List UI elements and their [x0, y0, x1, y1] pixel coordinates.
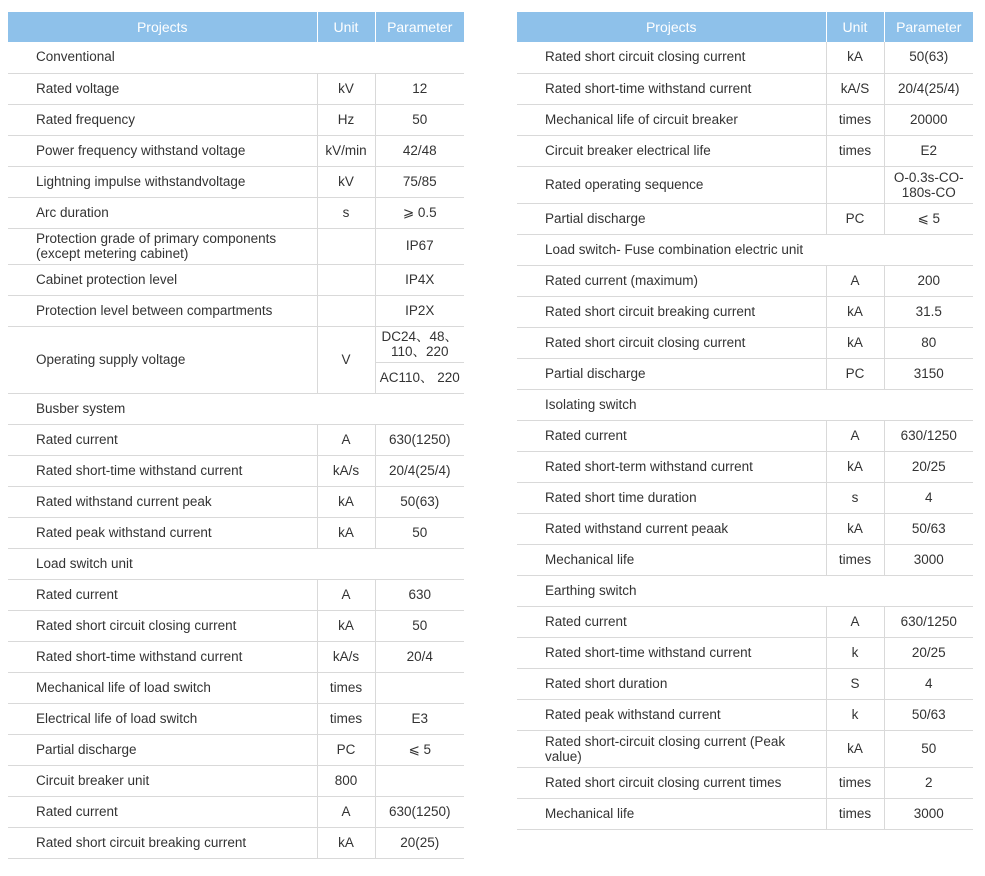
parameter-cell: 42/48 — [375, 135, 464, 166]
table-row — [8, 424, 464, 455]
parameter-cell — [375, 765, 464, 796]
project-cell: Rated voltage — [8, 73, 317, 104]
unit-cell: A — [826, 420, 884, 451]
header-projects: Projects — [8, 12, 317, 42]
table-row — [517, 203, 973, 234]
unit-cell — [317, 264, 375, 295]
table-row — [517, 327, 973, 358]
unit-cell: kA/S — [826, 73, 884, 104]
table-row — [8, 197, 464, 228]
unit-cell: times — [826, 798, 884, 829]
project-cell: Arc duration — [8, 197, 317, 228]
parameter-cell: 12 — [375, 73, 464, 104]
unit-cell: kA — [317, 610, 375, 641]
unit-cell: times — [826, 767, 884, 798]
table-row — [517, 451, 973, 482]
unit-cell: A — [317, 424, 375, 455]
table-row — [517, 482, 973, 513]
unit-cell: k — [826, 699, 884, 730]
parameter-cell: 75/85 — [375, 166, 464, 197]
project-cell: Mechanical life — [517, 798, 826, 829]
parameter-cell: 20/4(25/4) — [375, 455, 464, 486]
unit-cell — [317, 295, 375, 326]
right-spec-table — [517, 12, 973, 830]
unit-cell: kA — [317, 827, 375, 858]
unit-cell: S — [826, 668, 884, 699]
header-parameter: Parameter — [375, 12, 464, 42]
parameter-cell-ac: AC110、 220 — [375, 362, 464, 393]
parameter-cell: IP2X — [375, 295, 464, 326]
parameter-cell: 4 — [884, 482, 973, 513]
unit-cell: kA/s — [317, 455, 375, 486]
table-row — [517, 798, 973, 829]
unit-cell: kA — [826, 296, 884, 327]
table-row — [517, 296, 973, 327]
table-row — [8, 641, 464, 672]
project-cell: Rated withstand current peaak — [517, 513, 826, 544]
unit-cell: kA/s — [317, 641, 375, 672]
project-cell: Mechanical life of load switch — [8, 672, 317, 703]
project-cell: Rated short-time withstand current — [8, 641, 317, 672]
unit-cell: A — [826, 265, 884, 296]
unit-cell: Hz — [317, 104, 375, 135]
table-row — [517, 637, 973, 668]
project-cell: Rated frequency — [8, 104, 317, 135]
parameter-cell: 50 — [884, 730, 973, 767]
project-cell: Rated withstand current peak — [8, 486, 317, 517]
unit-cell: k — [826, 637, 884, 668]
parameter-cell: 3000 — [884, 798, 973, 829]
table-row — [517, 606, 973, 637]
parameter-cell: O-0.3s-CO-180s-CO — [884, 166, 973, 203]
parameter-cell: ⩽ 5 — [375, 734, 464, 765]
unit-cell: kA — [826, 327, 884, 358]
project-cell: Rated short circuit closing current times — [517, 767, 826, 798]
project-cell: Rated short circuit breaking current — [8, 827, 317, 858]
project-cell: Rated short time duration — [517, 482, 826, 513]
unit-cell: V — [317, 326, 375, 393]
section-row — [517, 234, 973, 265]
project-cell: Rated short duration — [517, 668, 826, 699]
unit-cell: s — [317, 197, 375, 228]
parameter-cell: IP67 — [375, 228, 464, 264]
table-row — [8, 104, 464, 135]
project-cell: Rated short circuit breaking current — [517, 296, 826, 327]
section-fuse-combination: Load switch- Fuse combination electric unit — [517, 234, 973, 265]
table-row — [517, 104, 973, 135]
unit-cell: times — [826, 544, 884, 575]
parameter-cell: 3000 — [884, 544, 973, 575]
table-row — [8, 295, 464, 326]
table-row — [517, 668, 973, 699]
project-cell: Rated operating sequence — [517, 166, 826, 203]
table-row — [517, 135, 973, 166]
project-cell: Rated short-time withstand current — [517, 73, 826, 104]
parameter-cell: 50 — [375, 517, 464, 548]
table-row — [8, 672, 464, 703]
parameter-cell: 20(25) — [375, 827, 464, 858]
parameter-cell: 630/1250 — [884, 606, 973, 637]
project-cell: Rated current — [517, 420, 826, 451]
project-cell: Mechanical life of circuit breaker — [517, 104, 826, 135]
parameter-cell: 20000 — [884, 104, 973, 135]
unit-cell: PC — [826, 358, 884, 389]
project-cell: Partial discharge — [517, 358, 826, 389]
parameter-cell: 20/25 — [884, 451, 973, 482]
table-row — [8, 486, 464, 517]
table-row — [517, 73, 973, 104]
section-conventional: Conventional — [8, 42, 464, 73]
table-row — [517, 730, 973, 767]
parameter-cell-dc: DC24、48、110、220 — [375, 326, 464, 362]
project-cell: Rated current — [517, 606, 826, 637]
section-row — [517, 389, 973, 420]
table-row — [8, 326, 464, 362]
project-cell: Circuit breaker electrical life — [517, 135, 826, 166]
project-cell: Lightning impulse withstandvoltage — [8, 166, 317, 197]
table-row — [517, 767, 973, 798]
project-cell: Protection level between compartments — [8, 295, 317, 326]
section-row — [517, 575, 973, 606]
parameter-cell: 50 — [375, 610, 464, 641]
unit-cell: times — [826, 104, 884, 135]
parameter-cell: 630(1250) — [375, 796, 464, 827]
table-row — [517, 42, 973, 73]
unit-cell: kV — [317, 166, 375, 197]
project-cell: Rated current — [8, 579, 317, 610]
unit-cell: A — [317, 579, 375, 610]
project-cell: Cabinet protection level — [8, 264, 317, 295]
project-cell: Power frequency withstand voltage — [8, 135, 317, 166]
project-cell: Rated short-circuit closing current (Peak value) — [517, 730, 826, 767]
table-row — [8, 517, 464, 548]
project-cell: Rated peak withstand current — [8, 517, 317, 548]
unit-cell: times — [317, 672, 375, 703]
parameter-cell: 50/63 — [884, 513, 973, 544]
project-cell: Mechanical life — [517, 544, 826, 575]
unit-cell: kA — [317, 517, 375, 548]
parameter-cell: 2 — [884, 767, 973, 798]
project-cell: Protection grade of primary components (except metering cabinet) — [8, 228, 317, 264]
table-row — [8, 135, 464, 166]
header-unit: Unit — [826, 12, 884, 42]
project-cell: Rated short circuit closing current — [517, 327, 826, 358]
header-row — [8, 12, 464, 42]
parameter-cell: 630/1250 — [884, 420, 973, 451]
unit-cell: kA — [826, 730, 884, 767]
project-cell: Rated short circuit closing current — [517, 42, 826, 73]
table-row — [8, 579, 464, 610]
project-cell: Rated current — [8, 796, 317, 827]
unit-cell — [317, 228, 375, 264]
table-row — [8, 734, 464, 765]
parameter-cell — [375, 672, 464, 703]
section-circuit-breaker: Circuit breaker unit — [8, 765, 317, 796]
project-cell: Rated short-time withstand current — [517, 637, 826, 668]
project-cell: Rated current (maximum) — [517, 265, 826, 296]
unit-cell: kV/min — [317, 135, 375, 166]
unit-cell: PC — [317, 734, 375, 765]
parameter-cell: 20/4(25/4) — [884, 73, 973, 104]
unit-cell: kA — [317, 486, 375, 517]
section-row — [8, 548, 464, 579]
table-row — [8, 455, 464, 486]
section-load-switch: Load switch unit — [8, 548, 464, 579]
parameter-cell: ⩾ 0.5 — [375, 197, 464, 228]
unit-cell: s — [826, 482, 884, 513]
project-cell: Operating supply voltage — [8, 326, 317, 393]
table-row — [8, 796, 464, 827]
table-row — [8, 166, 464, 197]
unit-cell: A — [317, 796, 375, 827]
unit-cell: 800 — [317, 765, 375, 796]
parameter-cell: 4 — [884, 668, 973, 699]
project-cell: Electrical life of load switch — [8, 703, 317, 734]
project-cell: Rated current — [8, 424, 317, 455]
project-cell: Rated short-time withstand current — [8, 455, 317, 486]
table-row — [517, 358, 973, 389]
table-row — [8, 703, 464, 734]
parameter-cell: 3150 — [884, 358, 973, 389]
table-row — [517, 513, 973, 544]
table-row — [8, 264, 464, 295]
unit-cell: kV — [317, 73, 375, 104]
section-busbar: Busber system — [8, 393, 464, 424]
section-isolating-switch: Isolating switch — [517, 389, 973, 420]
unit-cell: A — [826, 606, 884, 637]
left-spec-table — [8, 12, 464, 859]
table-row — [517, 265, 973, 296]
table-row — [517, 420, 973, 451]
table-row — [8, 610, 464, 641]
parameter-cell: 50 — [375, 104, 464, 135]
parameter-cell: 50(63) — [375, 486, 464, 517]
parameter-cell: 20/25 — [884, 637, 973, 668]
project-cell: Rated short-term withstand current — [517, 451, 826, 482]
parameter-cell: E3 — [375, 703, 464, 734]
project-cell: Partial discharge — [517, 203, 826, 234]
project-cell: Rated short circuit closing current — [8, 610, 317, 641]
table-row — [517, 699, 973, 730]
parameter-cell: 50/63 — [884, 699, 973, 730]
header-parameter: Parameter — [884, 12, 973, 42]
parameter-cell: 80 — [884, 327, 973, 358]
section-row — [8, 42, 464, 73]
parameter-cell: IP4X — [375, 264, 464, 295]
parameter-cell: 200 — [884, 265, 973, 296]
section-row — [8, 393, 464, 424]
table-row — [8, 73, 464, 104]
header-unit: Unit — [317, 12, 375, 42]
parameter-cell: ⩽ 5 — [884, 203, 973, 234]
section-row — [8, 765, 464, 796]
project-cell: Rated peak withstand current — [517, 699, 826, 730]
unit-cell: times — [317, 703, 375, 734]
parameter-cell: 630 — [375, 579, 464, 610]
parameter-cell: 31.5 — [884, 296, 973, 327]
unit-cell: kA — [826, 451, 884, 482]
section-earthing-switch: Earthing switch — [517, 575, 973, 606]
unit-cell: times — [826, 135, 884, 166]
unit-cell — [826, 166, 884, 203]
unit-cell: PC — [826, 203, 884, 234]
table-row — [517, 544, 973, 575]
table-row — [8, 228, 464, 264]
unit-cell: kA — [826, 42, 884, 73]
header-projects: Projects — [517, 12, 826, 42]
unit-cell: kA — [826, 513, 884, 544]
project-cell: Partial discharge — [8, 734, 317, 765]
table-row — [517, 166, 973, 203]
parameter-cell: 630(1250) — [375, 424, 464, 455]
parameter-cell: 50(63) — [884, 42, 973, 73]
header-row — [517, 12, 973, 42]
parameter-cell: E2 — [884, 135, 973, 166]
parameter-cell: 20/4 — [375, 641, 464, 672]
table-row — [8, 827, 464, 858]
